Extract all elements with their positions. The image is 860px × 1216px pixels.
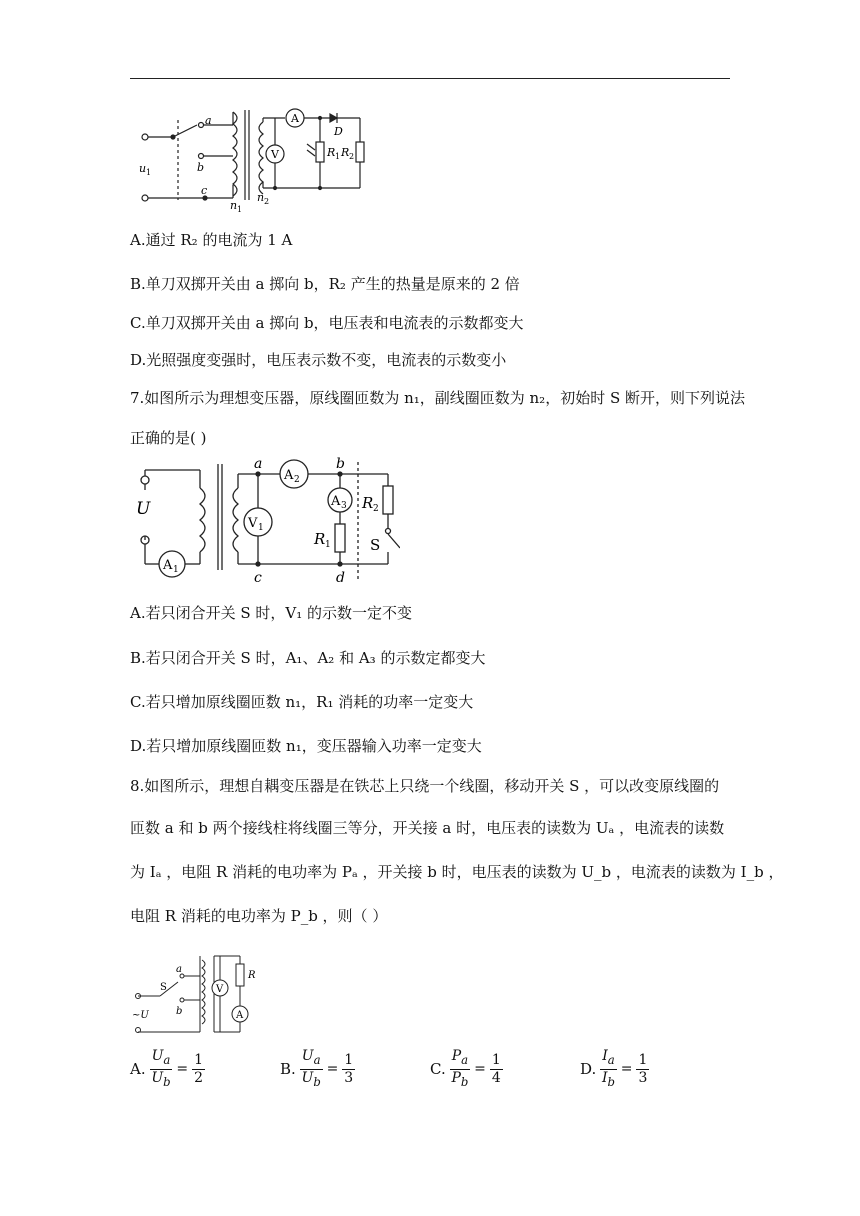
value-numerator: 1	[491, 1051, 501, 1068]
denominator-sub: b	[460, 1074, 469, 1089]
value-denominator: 3	[638, 1069, 648, 1086]
label-r1-sub: 1	[335, 152, 341, 161]
ammeter-label: A	[236, 1010, 244, 1021]
label-a: a	[176, 964, 182, 975]
label-U: ~U	[132, 1010, 149, 1021]
voltmeter-label: V	[216, 984, 224, 995]
q8-option-d: D. $\frac{I_a}{I_b}$ = $\frac{1}{3}$	[580, 1048, 648, 1089]
numerator: I	[602, 1048, 608, 1064]
label-u1: u	[139, 162, 147, 175]
label-a2-sub: 2	[294, 475, 300, 485]
diode-label: D	[334, 125, 343, 138]
label-b: b	[176, 1006, 183, 1017]
label-v1: V	[248, 516, 258, 531]
q8-option-a: A. $\frac{U_a}{U_b}$ = $\frac{1}{2}$	[130, 1048, 204, 1089]
q7-option-c: C.若只增加原线圈匝数 n₁，R₁ 消耗的功率一定变大	[130, 693, 474, 711]
value-denominator: 4	[491, 1069, 501, 1086]
label-a3-sub: 3	[341, 501, 347, 511]
denominator-sub: b	[163, 1074, 171, 1089]
option-letter: C.	[430, 1060, 446, 1079]
q7-stem-line1: 7.如图所示为理想变压器，原线圈匝数为 n₁，副线圈匝数为 n₂，初始时 S 断开，则下列说法	[130, 389, 746, 407]
value-numerator: 1	[638, 1051, 648, 1068]
voltmeter-label: V	[271, 148, 279, 161]
q7-option-b: B.若只闭合开关 S 时，A₁、A₂ 和 A₃ 的示数定都变大	[130, 649, 486, 667]
header-rule	[130, 78, 730, 79]
label-a1-sub: 1	[173, 565, 179, 575]
option-letter: D.	[580, 1060, 597, 1079]
label-a1: A	[163, 558, 173, 573]
value-fraction	[636, 1052, 649, 1087]
q6-option-b: B.单刀双掷开关由 a 掷向 b，R₂ 产生的热量是原来的 2 倍	[130, 275, 520, 293]
q6-option-d: D.光照强度变强时，电压表示数不变，电流表的示数变小	[130, 351, 507, 369]
label-r1: R	[327, 146, 336, 159]
value-numerator: 1	[344, 1051, 354, 1068]
q6-option-a: A.通过 R₂ 的电流为 1 A	[130, 231, 293, 249]
label-r1-sub: 1	[325, 540, 331, 550]
label-b: b	[336, 456, 345, 472]
label-r2-sub: 2	[373, 504, 379, 514]
denominator: I	[602, 1069, 608, 1086]
ratio-fraction	[300, 1048, 323, 1091]
label-a2: A	[284, 468, 294, 483]
label-n1-sub: 1	[237, 205, 243, 214]
label-a: a	[205, 114, 212, 127]
label-U: U	[136, 499, 151, 519]
q8-stem-line1: 8.如图所示，理想自耦变压器是在铁芯上只绕一个线圈，移动开关 S ，可以改变原线圈的	[130, 777, 720, 795]
label-c: c	[201, 184, 208, 197]
numerator: P	[451, 1048, 462, 1064]
q8-option-b: B. $\frac{U_a}{U_b}$ = $\frac{1}{3}$	[280, 1048, 354, 1089]
option-letter: B.	[280, 1060, 296, 1079]
value-denominator: 2	[194, 1069, 204, 1086]
q8-stem-line2: 匝数 a 和 b 两个接线柱将线圈三等分，开关接 a 时，电压表的读数为 Uₐ ，电流表的读数	[130, 819, 725, 837]
denominator: U	[301, 1069, 314, 1086]
circuit-figure-q7	[130, 452, 400, 596]
value-fraction	[192, 1052, 205, 1087]
denominator: P	[451, 1069, 461, 1086]
numerator-sub: a	[461, 1052, 469, 1067]
numerator-sub: a	[163, 1052, 171, 1067]
q8-option-c: C. $\frac{P_a}{P_b}$ = $\frac{1}{4}$	[430, 1048, 501, 1089]
q7-stem-line2: 正确的是( )	[130, 429, 207, 447]
label-n1: n	[230, 199, 238, 212]
label-S: S	[160, 982, 167, 993]
q8-stem-line3: 为 Iₐ ，电阻 R 消耗的电功率为 Pₐ ，开关接 b 时，电压表的读数为 U_b ，电流表的读数为 I_b ，	[130, 863, 784, 881]
label-n2-sub: 2	[264, 197, 270, 206]
label-R: R	[248, 970, 256, 981]
label-r2: R	[341, 146, 350, 159]
denominator-sub: b	[607, 1074, 615, 1089]
label-a: a	[254, 456, 263, 472]
option-letter: A.	[130, 1060, 146, 1079]
label-r2-sub: 2	[349, 152, 355, 161]
ammeter-label: A	[291, 112, 299, 125]
label-r2: R	[362, 494, 374, 512]
numerator: U	[151, 1048, 164, 1064]
q7-option-d: D.若只增加原线圈匝数 n₁，变压器输入功率一定变大	[130, 737, 482, 755]
label-r1: R	[314, 530, 326, 548]
label-d: d	[336, 570, 345, 586]
denominator: U	[151, 1069, 164, 1086]
value-denominator: 3	[344, 1069, 354, 1086]
denominator-sub: b	[313, 1074, 321, 1089]
label-b: b	[197, 161, 205, 174]
value-fraction	[490, 1052, 503, 1087]
ratio-fraction	[600, 1048, 616, 1091]
numerator-sub: a	[607, 1052, 615, 1067]
ratio-fraction	[150, 1048, 173, 1091]
ratio-fraction	[450, 1048, 470, 1091]
circuit-figure-q6	[135, 100, 375, 219]
circuit-figure-q8	[130, 952, 270, 1046]
label-a3: A	[331, 494, 341, 509]
label-c: c	[254, 570, 262, 586]
value-fraction	[342, 1052, 355, 1087]
q8-stem-line4: 电阻 R 消耗的电功率为 P_b ，则（ ）	[130, 907, 388, 925]
label-u1-sub: 1	[146, 168, 152, 177]
value-numerator: 1	[194, 1051, 204, 1068]
numerator-sub: a	[313, 1052, 321, 1067]
numerator: U	[301, 1048, 314, 1064]
label-S: S	[370, 536, 381, 554]
label-v1-sub: 1	[258, 523, 264, 533]
q7-option-a: A.若只闭合开关 S 时，V₁ 的示数一定不变	[130, 604, 413, 622]
q6-option-c: C.单刀双掷开关由 a 掷向 b，电压表和电流表的示数都变大	[130, 314, 524, 332]
label-n2: n	[257, 191, 265, 204]
